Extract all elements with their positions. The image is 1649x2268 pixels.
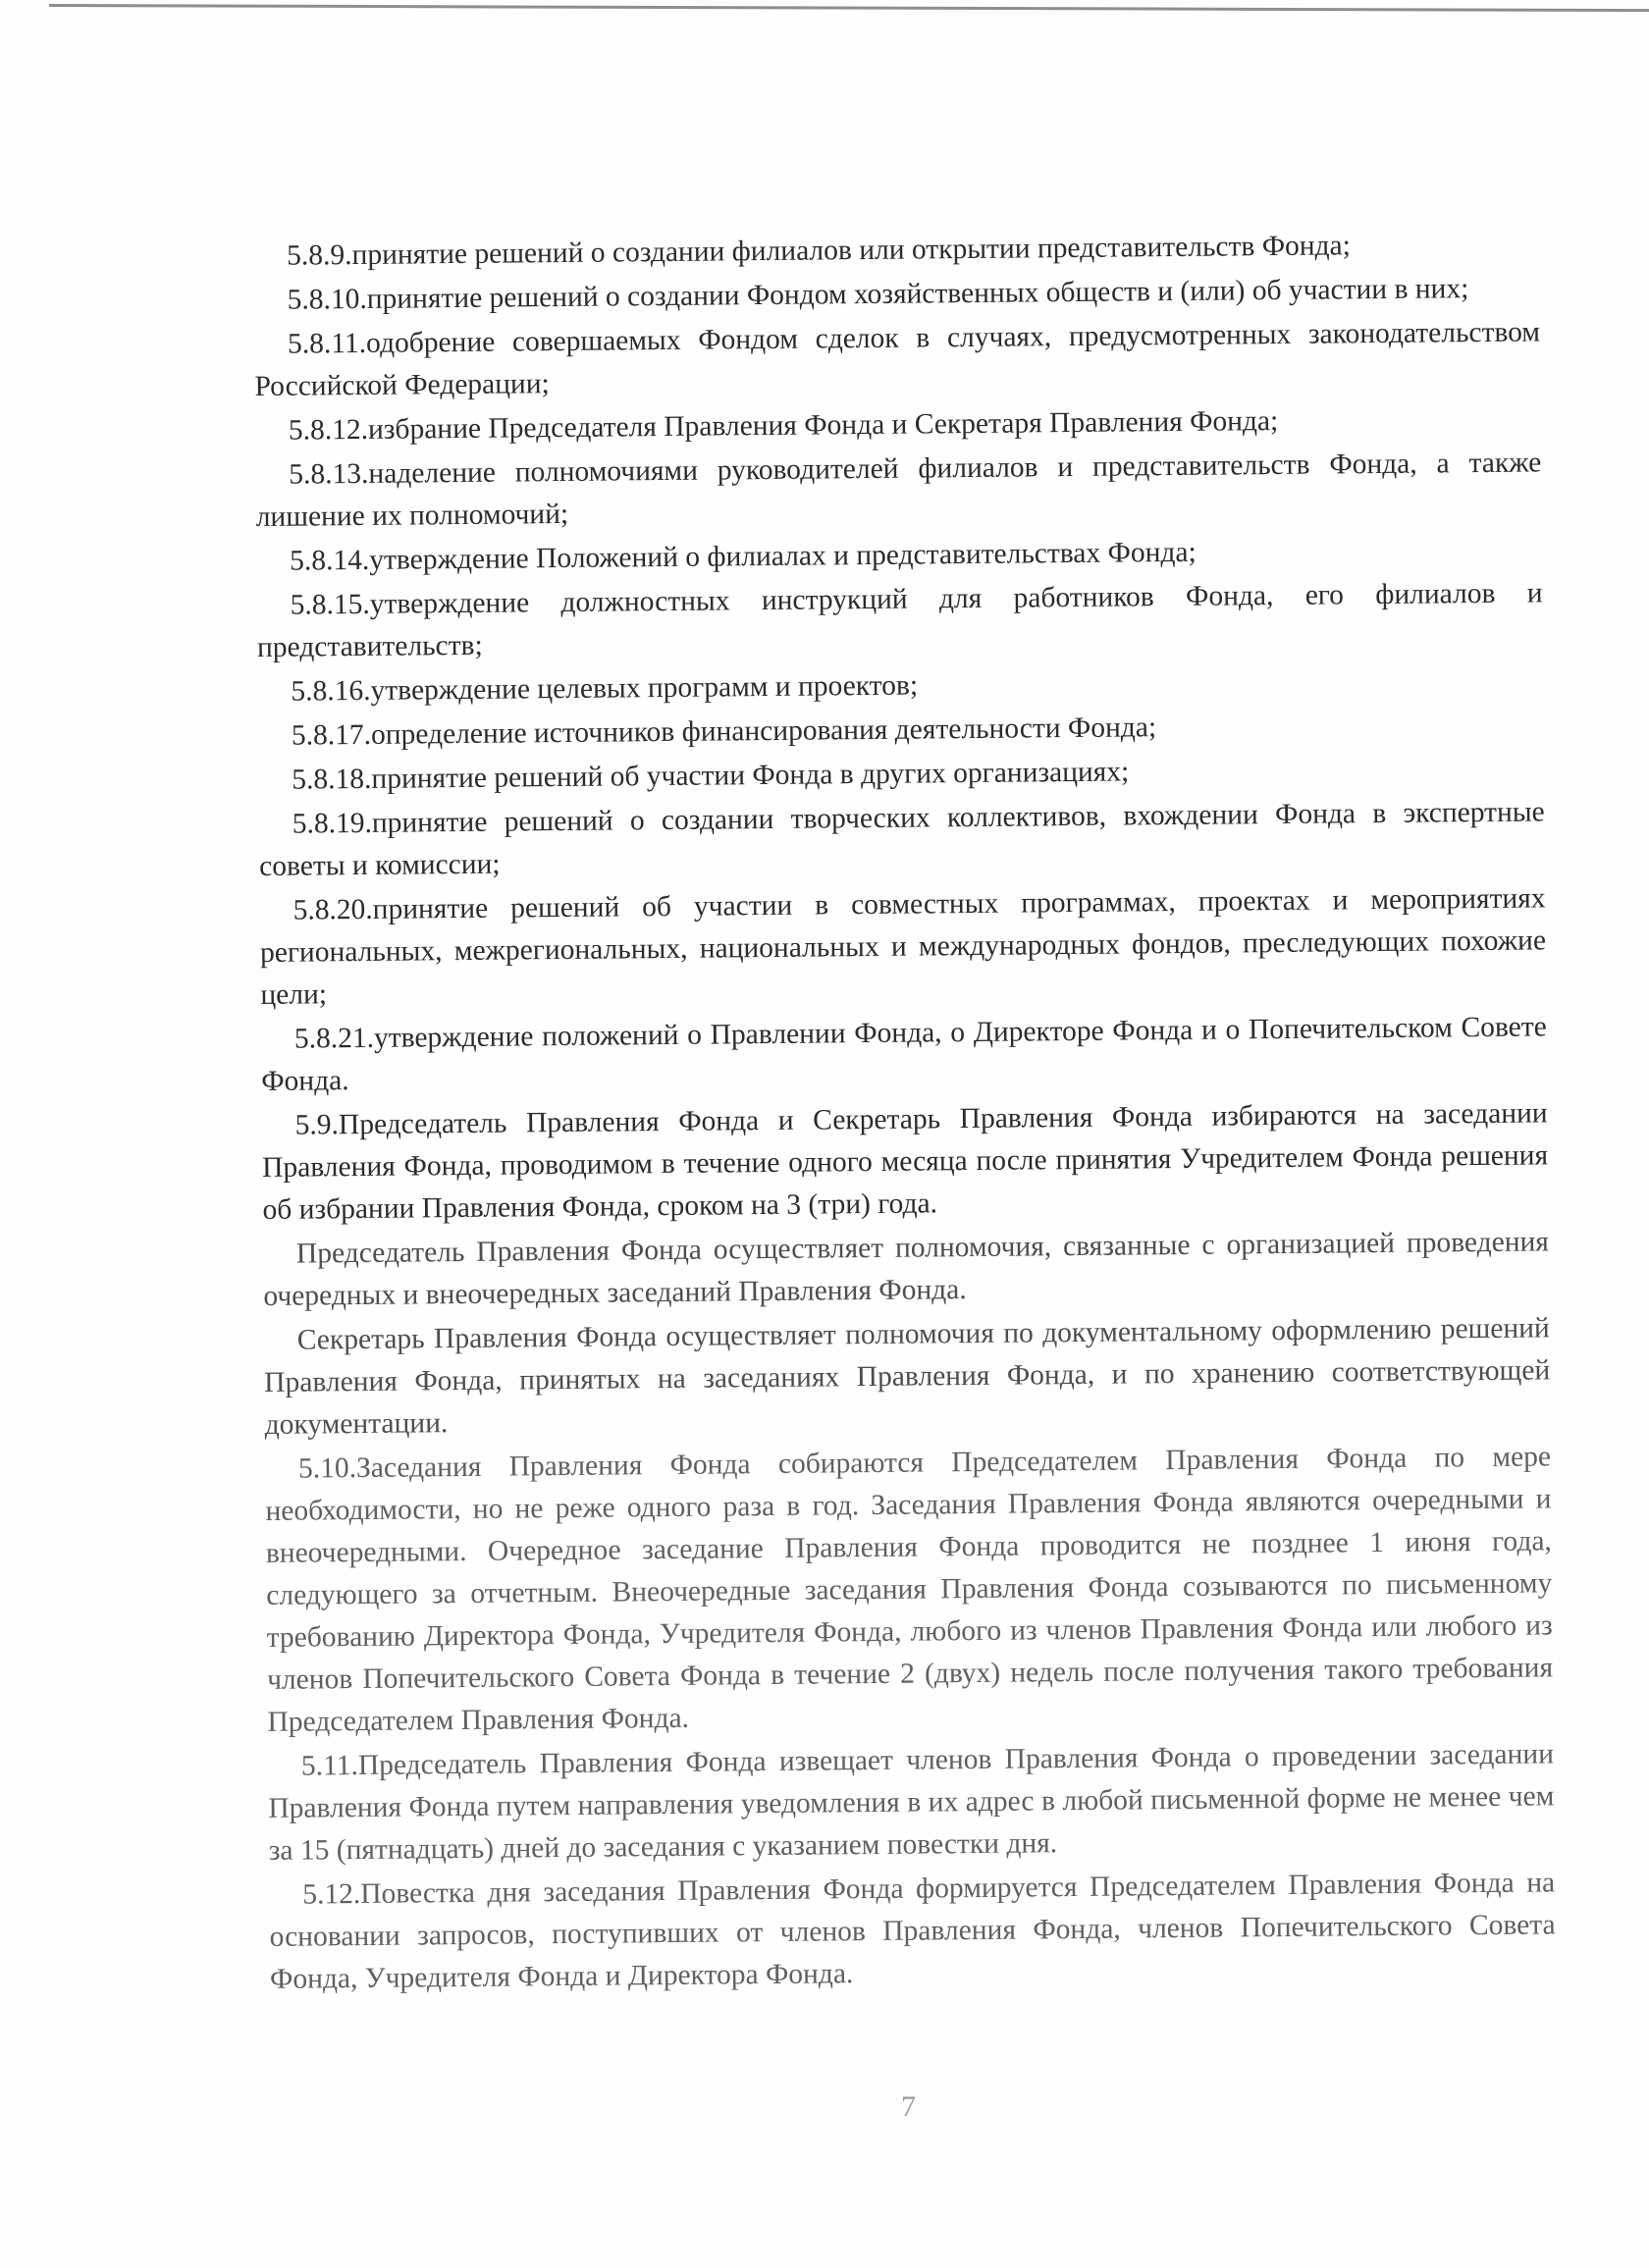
clause-5-8-10: 5.8.10.принятие решений о создании Фондом хозяйственных обществ и (или) об участии в них; — [287, 273, 1469, 316]
clause-5-8-9: 5.8.9.принятие решений о создании филиалов или открытии представительств Фонда; — [287, 230, 1352, 272]
clause-5-8-18: 5.8.18.принятие решений об участии Фонда в других организациях; — [292, 756, 1130, 796]
clause-5-8-13: 5.8.13.наделение полномочиями руководителей филиалов и представительств Фонда, а также лишение их полномочий; — [255, 447, 1542, 533]
document-body — [253, 223, 1556, 2002]
page-number: 7 — [901, 2090, 916, 2123]
clause-5-12: 5.12.Повестка дня заседания Правления Фонда формируется Председателем Правления Фонда на основании запросов, поступивших от членов Правления Фонда, членов Попечительского Совета Фонда, Учредителя Фонда и Директора Фонда. — [269, 1867, 1556, 1995]
clause-5-11: 5.11.Председатель Правления Фонда извещает членов Правления Фонда о проведении заседании Правления Фонда путем направления уведомления в их адрес в любой письменной форме не менее чем за 15 (пятнадцать) дней до заседания с указанием повестки дня. — [268, 1738, 1555, 1867]
clause-5-8-12: 5.8.12.избрание Председателя Правления Фонда и Секретаря Правления Фонда; — [288, 404, 1279, 447]
clause-5-9: 5.9.Председатель Правления Фонда и Секретарь Правления Фонда избираются на заседании Правления Фонда, проводимом в течение одного месяца после принятия Учредителем Фонда решения об избрании Правления Фонда, сроком на 3 (три) года. — [261, 1097, 1549, 1226]
clause-5-10: 5.10.Заседания Правления Фонда собираются Председателем Правления Фонда по мере необходимости, но не реже одного раза в год. Заседания Правления Фонда являются очередными и внеочередными. Очередное заседание Правления Фонда проводится не позднее 1 июня года, следующего за отчетным. Внеочередные заседания Правления Фонда созываются по письменному требованию Директора Фонда, Учредителя Фонда, любого из членов Правления Фонда или любого из членов Попечительского Совета Фонда в течение 2 (двух) недель после получения такого требования Председателем Правления Фонда. — [265, 1441, 1554, 1738]
clause-5-8-15: 5.8.15.утверждение должностных инструкций для работников Фонда, его филиалов и представительств; — [256, 577, 1543, 663]
clause-5-8-14: 5.8.14.утверждение Положений о филиалах и представительствах Фонда; — [290, 536, 1197, 577]
clause-5-8-19: 5.8.19.принятие решений о создании творческих коллективов, вхождении Фонда в экспертные советы и комиссии; — [259, 796, 1545, 882]
clause-5-8-20: 5.8.20.принятие решений об участии в совместных программах, проектах и мероприятиях региональных, межрегиональных, национальных и международных фондов, преследующих похожие цели; — [259, 882, 1547, 1011]
clause-5-8-11: 5.8.11.одобрение совершаемых Фондом сделок в случаях, предусмотренных законодательством Российской Федерации; — [254, 316, 1541, 402]
chairman-powers-paragraph: Председатель Правления Фонда осуществляет полномочия, связанные с организацией проведения очередных и внеочередных заседаний Правления Фонда. — [263, 1226, 1550, 1312]
clause-5-8-21: 5.8.21.утверждение положений о Правлении Фонда, о Директоре Фонда и о Попечительском Совете Фонда. — [261, 1011, 1547, 1097]
top-border-line — [49, 4, 1649, 12]
secretary-powers-paragraph: Секретарь Правления Фонда осуществляет полномочия по документальному оформлению решений Правления Фонда, принятых на заседаниях Правления Фонда, и по хранению соответствующей документации. — [264, 1312, 1551, 1441]
clause-5-8-16: 5.8.16.утверждение целевых программ и проектов; — [291, 669, 919, 708]
clause-5-8-17: 5.8.17.определение источников финансирования деятельности Фонда; — [291, 712, 1157, 752]
